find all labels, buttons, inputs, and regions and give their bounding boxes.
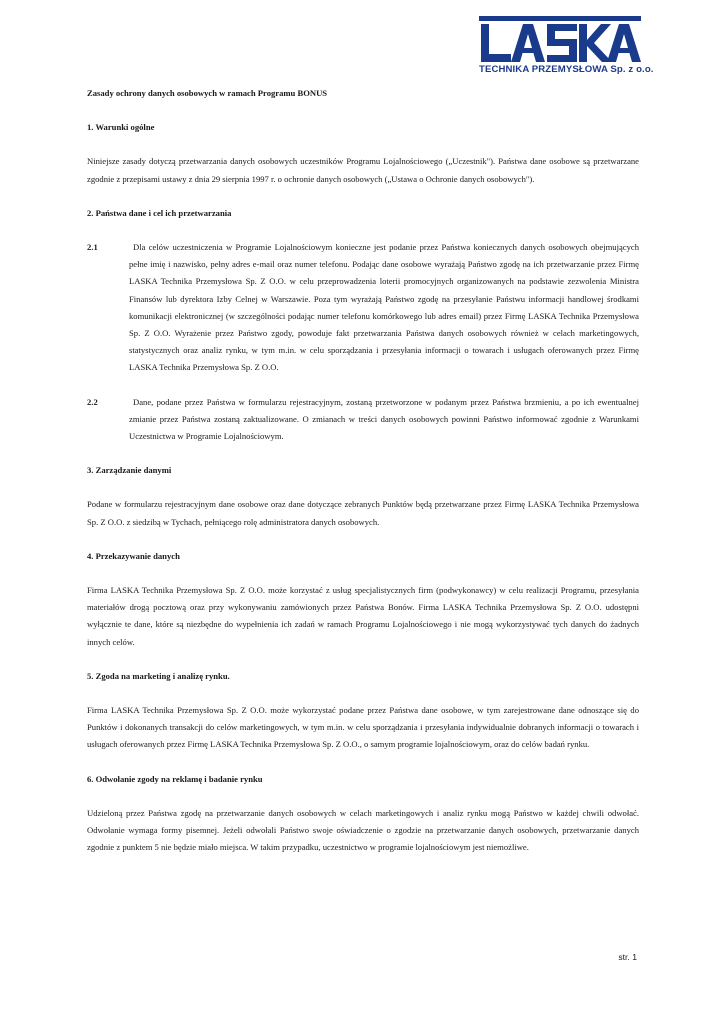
section-1-paragraph: Niniejsze zasady dotyczą przetwarzania danych osobowych uczestników Programu Lojalnościowego („Uczestnik"). Państwa dane osobowe są przetwarzane zgodnie z przepisami ustawy z dnia 29 sierpnia 1997 r. o ochronie danych osobowych („Ustawa o Ochronie danych osobowych"). [87, 156, 639, 184]
clause-number: 2.2 [87, 396, 98, 407]
section-4-paragraph: Firma LASKA Technika Przemysłowa Sp. Z O.O. może korzystać z usług specjalistycznych firm (podwykonawcy) w celu realizacji Programu, przesyłania materiałów drogą pocztową oraz przy wykonywaniu zamówionych przez Państwa Bonów. Firma LASKA Technika Przemysłowa Sp. Z O.O. udostępni wyłącznie te dane, które są niezbędne do wypełnienia ich zadań w ramach Programu Lojalnościowego i nie mogą wykorzystywać tych danych do żadnych innych celów. [87, 585, 639, 647]
section-heading-3: 3. Zarządzanie danymi [87, 465, 172, 476]
page-number: str. 1 [618, 952, 637, 962]
section-heading-1: 1. Warunki ogólne [87, 122, 155, 133]
logo-caption: TECHNIKA PRZEMYSŁOWA Sp. z o.o. [479, 64, 654, 75]
document-title: Zasady ochrony danych osobowych w ramach Programu BONUS [87, 88, 328, 98]
section-heading-5: 5. Zgoda na marketing i analizę rynku. [87, 670, 230, 681]
clause-text: Dane, podane przez Państwa w formularzu rejestracyjnym, zostaną przetworzone w podanym przez Państwa brzmieniu, a po ich ewentualnej zmianie przez Państwa zostaną zaktualizowane. O zmianach w treści danych osobowych powinni Państwo informować zgodnie z Warunkami Uczestnictwa w Programie Lojalnościowym. [129, 396, 639, 442]
section-6-paragraph: Udzieloną przez Państwa zgodę na przetwarzanie danych osobowych w celach marketingowych i analiz rynku mogą Państwo w każdej chwili odwołać. Odwołanie wymaga formy pisemnej. Jeżeli odwołali Państwo swoje oświadczenie o zgodzie na przetwarzanie danych osobowych, przetwarzanie danych zgodnie z punktem 5 nie będzie miało miejsca. W takim przypadku, uczestnictwo w programie lojalnościowym jest niemożliwe. [87, 807, 639, 853]
document-body [87, 85, 639, 874]
section-heading-2: 2. Państwa dane i cel ich przetwarzania [87, 207, 232, 218]
clause-text: Dla celów uczestniczenia w Programie Lojalnościowym konieczne jest podanie przez Państwa koniecznych danych osobowych obejmujących pełne imię i nazwisko, pełny adres e-mail oraz numer telefonu. Podając dane osobowe wyrażają Państwo zgodę na ich przetwarzanie przez Firmę LASKA Technika Przemysłowa Sp. Z O.O. w celu przeprowadzenia loterii promocyjnych organizowanych na podstawie zezwolenia Ministra Finansów lub dyrektora Izby Celnej w Warszawie. Poza tym wyrażają Państwo zgodę na przesyłanie Państwu informacji handlowej środkami komunikacji elektronicznej (w szczególności podając numer telefonu komórkowego lub adres email) przez Firmę LASKA Technika Przemysłowa Sp. Z O.O. Wyrażenie przez Państwo zgody, powoduje fakt przetwarzania Państwa danych osobowych również w celach marketingowych, statystycznych oraz analiz rynku, w tym m.in. w celu sporządzania i przesyłania informacji o towarach i usługach oferowanych przez Firmę LASKA Technika Przemysłowa Sp. Z O.O. [129, 242, 639, 373]
section-heading-6: 6. Odwołanie zgody na reklamę i badanie rynku [87, 773, 263, 784]
clause-number: 2.1 [87, 242, 98, 253]
section-3-paragraph: Podane w formularzu rejestracyjnym dane osobowe oraz dane dotyczące zebranych Punktów będą przetwarzane przez Firmę LASKA Technika Przemysłowa Sp. Z O.O. z siedzibą w Tychach, pełniącego rolę administratora danych osobowych. [87, 499, 639, 527]
section-heading-4: 4. Przekazywanie danych [87, 550, 180, 561]
clause-2-2 [87, 394, 639, 446]
section-5-paragraph: Firma LASKA Technika Przemysłowa Sp. Z O.O. może wykorzystać podane przez Państwa dane osobowe, w tym zarejestrowane dane odnoszące się do Punktów i dokonanych transakcji do celów marketingowych, w tym m.in. w celu sporządzania i przesyłania indywidualnie dobranych informacji o towarach i usługach oferowanych przez Firmę LASKA Technika Przemysłowa Sp. Z O.O., o samym programie lojalnościowym, oraz do celów badań rynku. [87, 705, 639, 750]
clause-2-1 [87, 239, 639, 377]
logo-mark [479, 16, 641, 62]
